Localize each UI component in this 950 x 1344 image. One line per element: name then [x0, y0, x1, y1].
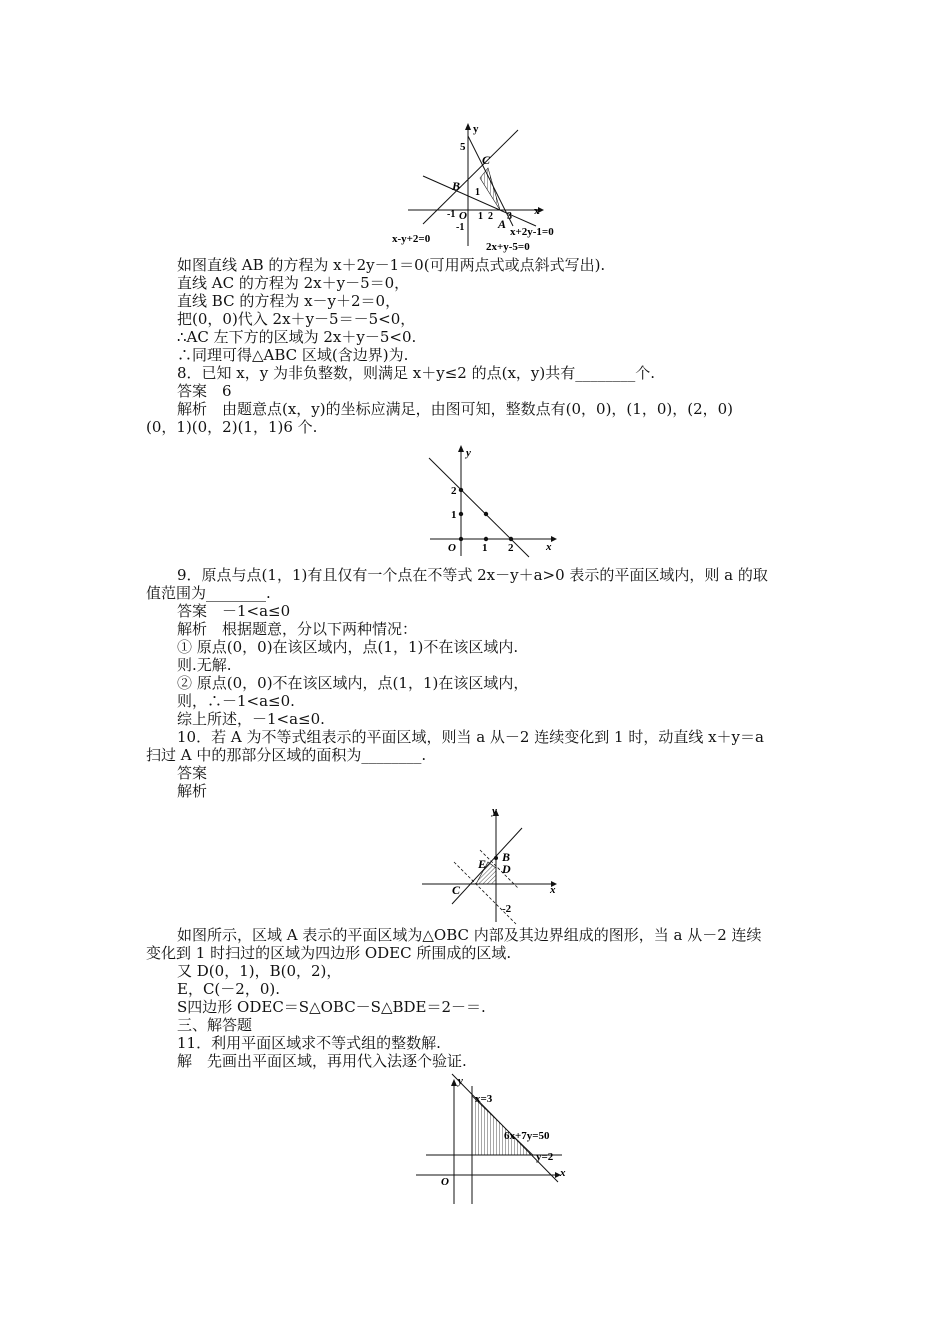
fig3-e: E	[478, 857, 487, 871]
fig3-c: C	[452, 883, 461, 897]
text-line: 把(0，0)代入 2x＋y－5＝－5<0，	[177, 310, 416, 328]
fig2-1y: 1	[451, 509, 457, 521]
fig4-x: x	[560, 1167, 566, 1179]
analysis-8: 解析 由题意点(x，y)的坐标应满足，由图可知，整数点有(0，0)，(1，0)，(2，0)	[177, 400, 734, 418]
line-6x-7y-50	[452, 1074, 558, 1182]
fig1-t1: 1	[478, 211, 483, 222]
section-heading: 三、解答题	[177, 1016, 253, 1034]
fig1-c: C	[482, 153, 491, 167]
fig1-5: 5	[460, 141, 466, 153]
point-1-1	[484, 512, 488, 516]
fig3-b: B	[502, 850, 511, 864]
fig3-m2: -2	[502, 903, 512, 915]
text-line: 直线 AC 的方程为 2x＋y－5＝0，	[177, 274, 410, 292]
fig1-m1y: -1	[456, 222, 465, 233]
fig2-y: y	[466, 447, 471, 459]
text-line: ∴同理可得△ABC 区域(含边界)为.	[177, 346, 409, 364]
question-10: 10．若 A 为不等式组表示的平面区域，则当 a 从－2 连续变化到 1 时，动直线 x＋y＝a	[177, 728, 764, 746]
fig4-y: y	[458, 1075, 463, 1087]
point-1-0	[484, 537, 488, 541]
point-0-1	[459, 512, 463, 516]
analysis-10: 解析	[177, 782, 208, 800]
text-line: ① 原点(0，0)在该区域内，点(1，1)不在该区域内.	[177, 638, 519, 656]
fig3-y: y	[492, 805, 497, 817]
text-line: 又 D(0，1)，B(0，2)，	[177, 962, 342, 980]
analysis-9: 解析 根据题意，分以下两种情况：	[177, 620, 418, 638]
fig1-x: x	[534, 205, 540, 217]
fig3-x: x	[550, 884, 556, 896]
point-b	[494, 856, 498, 860]
point-0-2	[459, 488, 463, 492]
fig1-l3: 2x+y-5=0	[486, 241, 530, 253]
figure-quadrilateral-odec	[418, 800, 568, 925]
question-10-cont: 扫过 A 中的那部分区域的面积为________.	[146, 746, 427, 764]
figure-triangle-abc	[388, 118, 558, 253]
y-arrow-icon	[458, 445, 464, 452]
fig2-1x: 1	[482, 542, 488, 554]
point-2-0	[509, 537, 513, 541]
figure-integer-solutions	[412, 1072, 577, 1210]
fig4-o: O	[441, 1176, 449, 1188]
question-8: 8．已知 x，y 为非负整数，则满足 x＋y≤2 的点(x，y)共有________个.	[177, 364, 656, 382]
fig3-d: D	[502, 862, 511, 876]
solution-11: 解 先画出平面区域，再用代入法逐个验证.	[177, 1052, 467, 1070]
fig2-o: O	[448, 542, 456, 554]
answer-8: 答案 6	[177, 382, 232, 400]
fig1-1: 1	[475, 187, 480, 198]
fig4-l1: x=3	[475, 1093, 493, 1105]
text-line: 直线 BC 的方程为 x－y＋2＝0，	[177, 292, 401, 310]
fig1-t3: 3	[507, 211, 512, 222]
text-line: ② 原点(0，0)不在该区域内，点(1，1)在该区域内，	[177, 674, 529, 692]
question-9: 9．原点与点(1，1)有且仅有一个点在不等式 2x－y＋a>0 表示的平面区域内，则 a 的取	[177, 566, 768, 584]
text-line: ∴AC 左下方的区域为 2x＋y－5<0.	[177, 328, 417, 346]
fig1-m1x: -1	[447, 209, 456, 220]
fig1-a: A	[498, 217, 507, 231]
fig1-o: O	[459, 210, 467, 222]
fig1-t2: 2	[488, 211, 493, 222]
fig1-l2: x+2y-1=0	[510, 226, 554, 238]
y-arrow-icon	[465, 123, 471, 130]
x-arrow-icon	[551, 536, 557, 542]
text-line: 变化到 1 时扫过的区域为四边形 ODEC 所围成的区域.	[146, 944, 512, 962]
question-11: 11．利用平面区域求不等式组的整数解.	[177, 1034, 441, 1052]
line-x-plus-y-2	[429, 458, 529, 557]
point-0-0	[459, 537, 463, 541]
text-line: 综上所述，－1<a≤0.	[177, 710, 325, 728]
text-line: 如图直线 AB 的方程为 x＋2y－1＝0(可用两点式或点斜式写出).	[177, 256, 606, 274]
figure-integer-points	[415, 440, 565, 560]
fig4-l2: 6x+7y=50	[504, 1130, 550, 1142]
fig1-y: y	[473, 123, 479, 135]
analysis-8-cont: (0，1)(0，2)(1，1)6 个.	[146, 418, 318, 436]
line-bc	[452, 828, 522, 904]
text-line: E，C(－2，0).	[177, 980, 280, 998]
text-line: S四边形 ODEC＝S△OBC－S△BDE＝2－＝.	[177, 998, 486, 1016]
text-line: 则，∴－1<a≤0.	[177, 692, 295, 710]
answer-9: 答案 －1<a≤0	[177, 602, 291, 620]
text-line: 则.无解.	[177, 656, 232, 674]
question-9-cont: 值范围为________.	[146, 584, 271, 602]
shaded-triangle	[480, 168, 500, 210]
fig4-l3: y=2	[536, 1151, 554, 1163]
answer-10: 答案	[177, 764, 208, 782]
fig2-2x: 2	[508, 542, 514, 554]
fig2-x: x	[546, 541, 552, 553]
fig1-b: B	[452, 179, 461, 193]
fig2-2y: 2	[451, 485, 457, 497]
y-arrow-icon	[451, 1079, 457, 1086]
text-line: 如图所示，区域 A 表示的平面区域为△OBC 内部及其边界组成的图形，当 a 从－2 连续	[177, 926, 762, 944]
fig1-l1: x-y+2=0	[392, 233, 431, 245]
